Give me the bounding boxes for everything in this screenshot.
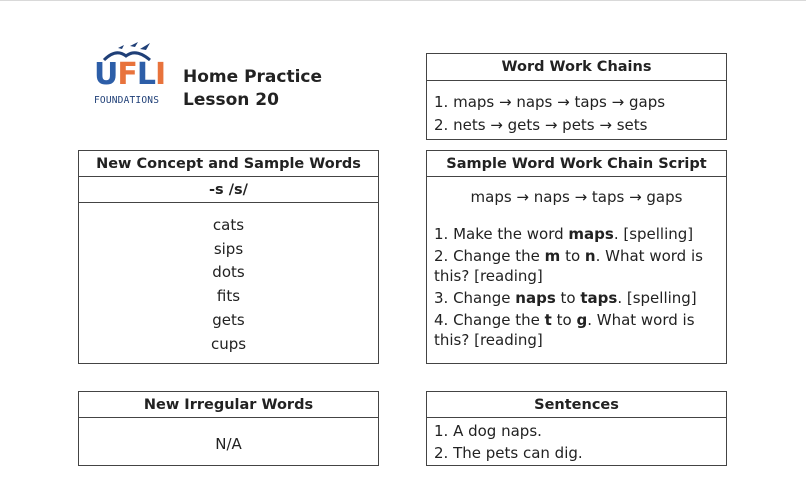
script-step-text: 1. Make the word	[434, 225, 569, 243]
script-header: Sample Word Work Chain Script	[427, 151, 726, 177]
script-step-text: to	[560, 247, 585, 265]
title-line-2: Lesson 20	[183, 90, 279, 110]
script-step-keyword: naps	[515, 289, 556, 307]
new-concept-box	[78, 150, 379, 364]
sentence-item: 1. A dog naps.	[434, 422, 542, 440]
script-step-text: to	[551, 311, 577, 329]
irregular-words-value: N/A	[215, 435, 242, 453]
page-title	[183, 66, 322, 112]
sentences-box	[426, 391, 727, 466]
logo-wordmark: UFLI	[94, 57, 166, 92]
script-step	[434, 288, 720, 308]
sample-word: fits	[216, 287, 241, 306]
script-box	[426, 150, 727, 364]
chain-item: 2. nets → gets → pets → sets	[434, 116, 648, 134]
script-step-keyword: taps	[580, 289, 618, 307]
script-step-text: 2. Change the	[434, 247, 545, 265]
irregular-words-box	[78, 391, 379, 466]
script-step-text: to	[555, 289, 581, 307]
word-work-chains-box	[426, 53, 727, 140]
sentences-header: Sentences	[427, 392, 726, 418]
script-step	[434, 310, 720, 350]
new-concept-header: New Concept and Sample Words	[79, 151, 378, 177]
sample-word: sips	[213, 239, 244, 258]
irregular-words-header: New Irregular Words	[79, 392, 378, 418]
script-step-text: . What word is this? [reading]	[434, 311, 695, 349]
logo-subtitle: FOUNDATIONS	[94, 95, 160, 106]
script-step-text: 4. Change the	[434, 311, 545, 329]
title-line-1: Home Practice	[183, 67, 323, 87]
sentences-list	[427, 418, 726, 464]
script-step-keyword: n	[584, 247, 596, 265]
script-step-text: . [spelling]	[617, 289, 697, 307]
chains-list	[427, 81, 726, 137]
ufli-logo	[92, 40, 164, 112]
chain-item: 1. maps → naps → taps → gaps	[434, 93, 666, 111]
word-work-chains-header: Word Work Chains	[427, 54, 726, 81]
sample-words-list	[79, 214, 378, 356]
script-step-text: . What word is this? [reading]	[434, 247, 703, 285]
sample-word: cups	[210, 334, 247, 353]
sample-word: cats	[212, 216, 245, 234]
sample-word: gets	[212, 310, 245, 329]
script-step-text: 3. Change	[434, 289, 516, 307]
script-step-keyword: t	[544, 311, 552, 329]
script-step	[434, 246, 720, 286]
sentence-item: 2. The pets can dig.	[434, 444, 583, 462]
sample-word: dots	[212, 263, 245, 282]
script-step	[434, 224, 720, 244]
script-step-keyword: m	[544, 247, 561, 265]
script-chain: maps → naps → taps → gaps	[470, 188, 683, 206]
page-top-edge	[0, 0, 806, 1]
script-step-text: . [spelling]	[613, 225, 694, 243]
script-steps	[427, 224, 726, 350]
script-step-keyword: g	[576, 311, 588, 329]
concept-label: -s /s/	[79, 177, 378, 203]
script-step-keyword: maps	[568, 225, 614, 243]
